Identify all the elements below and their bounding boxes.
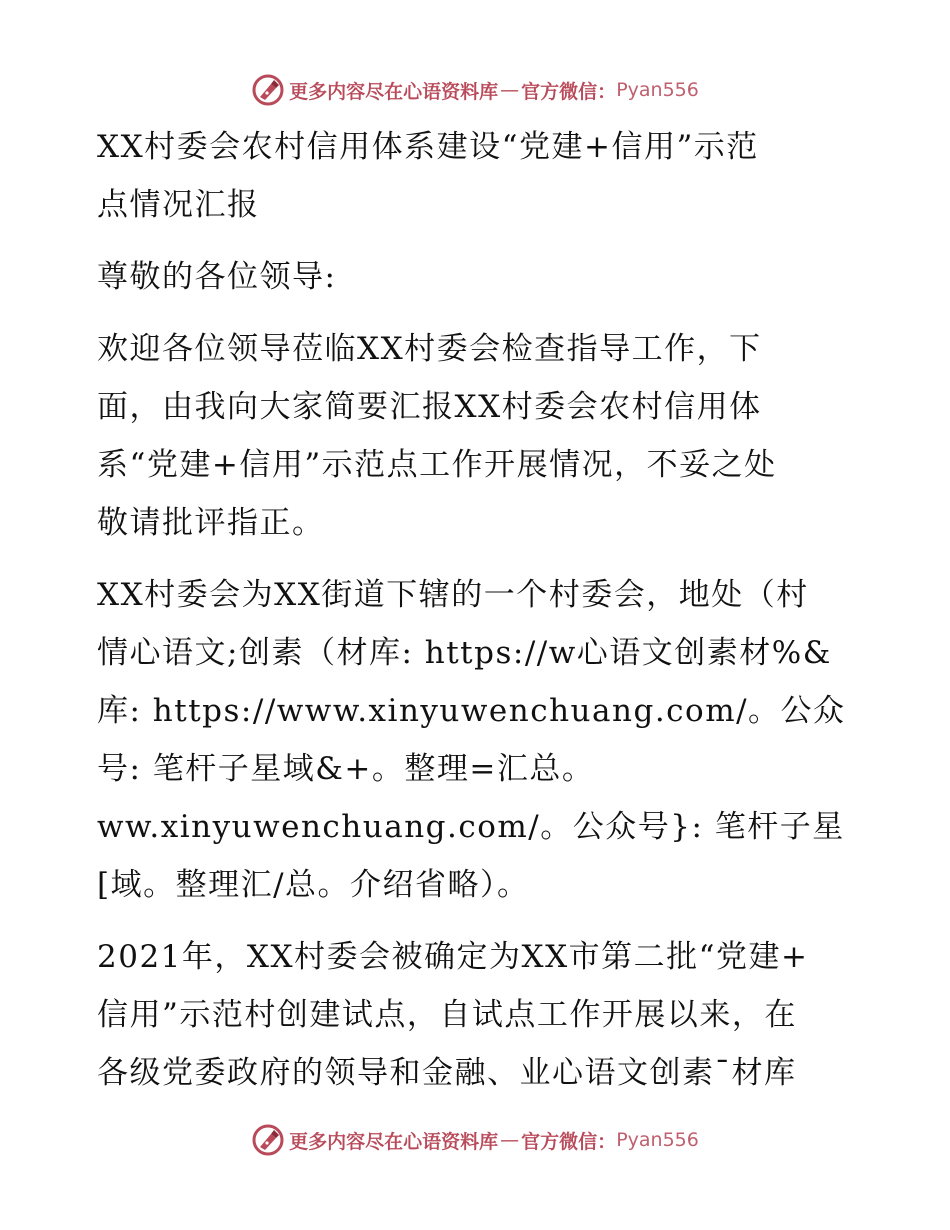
document-body — [97, 118, 857, 1102]
paragraph-line: [域。整理汇/总。介绍省略）。 — [97, 867, 530, 903]
paragraph-line: 系“党建+信用”示范点工作开展情况，不妥之处 — [97, 447, 777, 483]
paragraph-line: 信用”示范村创建试点，自试点工作开展以来，在 — [97, 997, 797, 1033]
paragraph-line: 敬请批评指正。 — [97, 505, 325, 541]
paragraph-line: 各级党委政府的领导和金融、业心语文创素¯材库 — [97, 1055, 797, 1091]
paragraph — [97, 928, 857, 1102]
header-watermark — [0, 70, 950, 110]
watermark-wechat-id: Pyan556 — [616, 79, 699, 101]
title-line: 点情况汇报 — [97, 187, 260, 223]
watermark-official: 官方微信： — [521, 80, 617, 103]
paragraph-line: 2021年，XX村委会被确定为XX市第二批“党建+ — [97, 939, 809, 975]
watermark-text: 更多内容尽在心语资料库 — [289, 80, 499, 103]
document-title — [97, 118, 857, 234]
watermark-text: 更多内容尽在心语资料库 — [289, 1130, 499, 1153]
paragraph — [97, 566, 857, 914]
paragraph-line: ww.xinyuwenchuang.com/。公众号}: 笔杆子星 — [97, 809, 845, 845]
paragraph-line: 情心语文;创素（材库: https://w心语文创素材%& — [97, 635, 832, 671]
pen-nib-logo-icon — [251, 73, 285, 107]
paragraph-line: 面，由我向大家简要汇报XX村委会农村信用体 — [97, 389, 762, 425]
paragraph-line: 号: 笔杆子星域&+。整理=汇总。 — [97, 751, 595, 787]
watermark-wechat-id: Pyan556 — [616, 1129, 699, 1151]
paragraph-line: 欢迎各位领导莅临XX村委会检查指导工作，下 — [97, 331, 762, 367]
watermark-separator: — — [500, 1129, 520, 1151]
paragraph-line: 库: https://www.xinyuwenchuang.com/。公众 — [97, 693, 846, 729]
title-line: XX村委会农村信用体系建设“党建+信用”示范 — [97, 129, 759, 165]
pen-nib-logo-icon — [251, 1123, 285, 1157]
watermark-separator: — — [500, 79, 520, 101]
watermark-official: 官方微信： — [521, 1130, 617, 1153]
footer-watermark — [0, 1120, 950, 1160]
paragraph — [97, 320, 857, 552]
salutation: 尊敬的各位领导: — [97, 259, 337, 295]
paragraph-line: XX村委会为XX街道下辖的一个村委会，地处（村 — [97, 577, 809, 613]
